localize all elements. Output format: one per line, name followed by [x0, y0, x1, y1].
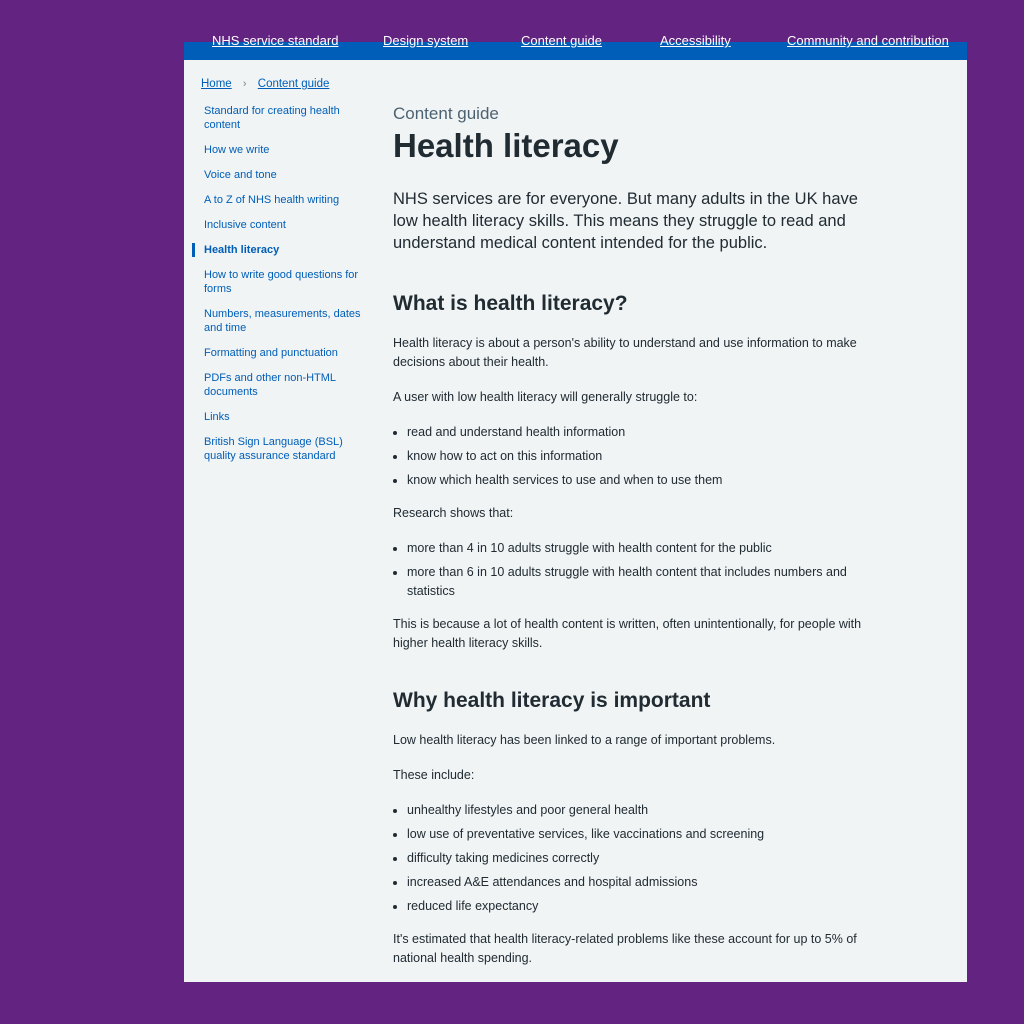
paragraph: Health literacy is about a person's ability to understand and use information to make decisions about their health. — [393, 336, 857, 369]
paragraph: Low health literacy has been linked to a range of important problems. — [393, 733, 776, 747]
paragraph: A user with low health literacy will generally struggle to: — [393, 390, 698, 404]
sidebar-item-standard[interactable]: Standard for creating health content — [204, 105, 340, 131]
page-title: Health literacy — [393, 127, 619, 164]
nav-link-accessibility[interactable]: Accessibility — [660, 33, 731, 48]
list-item: • low use of preventative services, like vaccinations and screening — [407, 825, 873, 844]
chevron-right-icon: › — [242, 78, 247, 90]
paragraph: This is because a lot of health content is written, often unintentionally, for people with higher health literacy skills. — [393, 617, 862, 650]
breadcrumb — [201, 78, 329, 90]
sidebar-item-inclusive-content[interactable]: Inclusive content — [204, 219, 286, 231]
list-item: • know how to act on this information — [407, 447, 873, 466]
nav-link-service-standard[interactable]: NHS service standard — [212, 33, 339, 48]
list-item: • reduced life expectancy — [407, 897, 873, 916]
list-item: • difficulty taking medicines correctly — [407, 849, 873, 868]
section-heading-why-important: Why health literacy is important — [393, 689, 711, 712]
sidebar-item-links[interactable]: Links — [204, 411, 230, 423]
top-navigation — [184, 33, 967, 60]
nav-link-community[interactable]: Community and contribution — [787, 33, 949, 48]
section-heading-what-is: What is health literacy? — [393, 292, 628, 315]
paragraph: These include: — [393, 768, 475, 782]
list-item: • more than 6 in 10 adults struggle with health content that includes numbers and statistics — [407, 563, 873, 601]
sidebar-item-voice-and-tone[interactable]: Voice and tone — [204, 169, 277, 181]
bullet-list — [393, 539, 873, 601]
sidebar-item-formatting[interactable]: Formatting and punctuation — [204, 347, 338, 359]
sidebar-item-health-literacy[interactable]: Health literacy — [192, 243, 362, 257]
lede-paragraph: NHS services are for everyone. But many adults in the UK have low health literacy skills. This means they struggle to read and understand medical content intended for the public. — [393, 190, 858, 252]
sidebar-item-how-we-write[interactable]: How we write — [204, 144, 270, 156]
sidebar-navigation — [192, 104, 362, 474]
breadcrumb-content-guide-link[interactable]: Content guide — [257, 78, 330, 90]
bullet-list — [393, 801, 873, 916]
nav-link-content-guide[interactable]: Content guide — [521, 33, 602, 48]
sidebar-item-pdfs[interactable]: PDFs and other non-HTML documents — [204, 372, 337, 398]
bullet-list — [393, 423, 873, 490]
breadcrumb-home-link[interactable]: Home — [201, 78, 232, 90]
nav-link-design-system[interactable]: Design system — [383, 33, 469, 48]
list-item: • read and understand health information — [407, 423, 873, 442]
spacer — [393, 669, 873, 687]
list-item: • unhealthy lifestyles and poor general health — [407, 801, 873, 820]
page-caption: Content guide — [393, 104, 499, 123]
sidebar-item-questions-for-forms[interactable]: How to write good questions for forms — [204, 269, 359, 295]
list-item: • increased A&E attendances and hospital admissions — [407, 873, 873, 892]
paragraph: It's estimated that health literacy-related problems like these account for up to 5% of national health spending. — [393, 932, 857, 965]
list-item: • know which health services to use and when to use them — [407, 471, 873, 490]
sidebar-item-bsl[interactable]: British Sign Language (BSL) quality assurance standard — [204, 436, 343, 462]
page-frame — [184, 33, 967, 982]
list-item: • more than 4 in 10 adults struggle with health content for the public — [407, 539, 873, 558]
sidebar-item-numbers[interactable]: Numbers, measurements, dates and time — [204, 308, 361, 334]
sidebar-item-a-to-z[interactable]: A to Z of NHS health writing — [204, 194, 340, 206]
paragraph: Research shows that: — [393, 506, 514, 520]
main-content — [393, 104, 873, 984]
